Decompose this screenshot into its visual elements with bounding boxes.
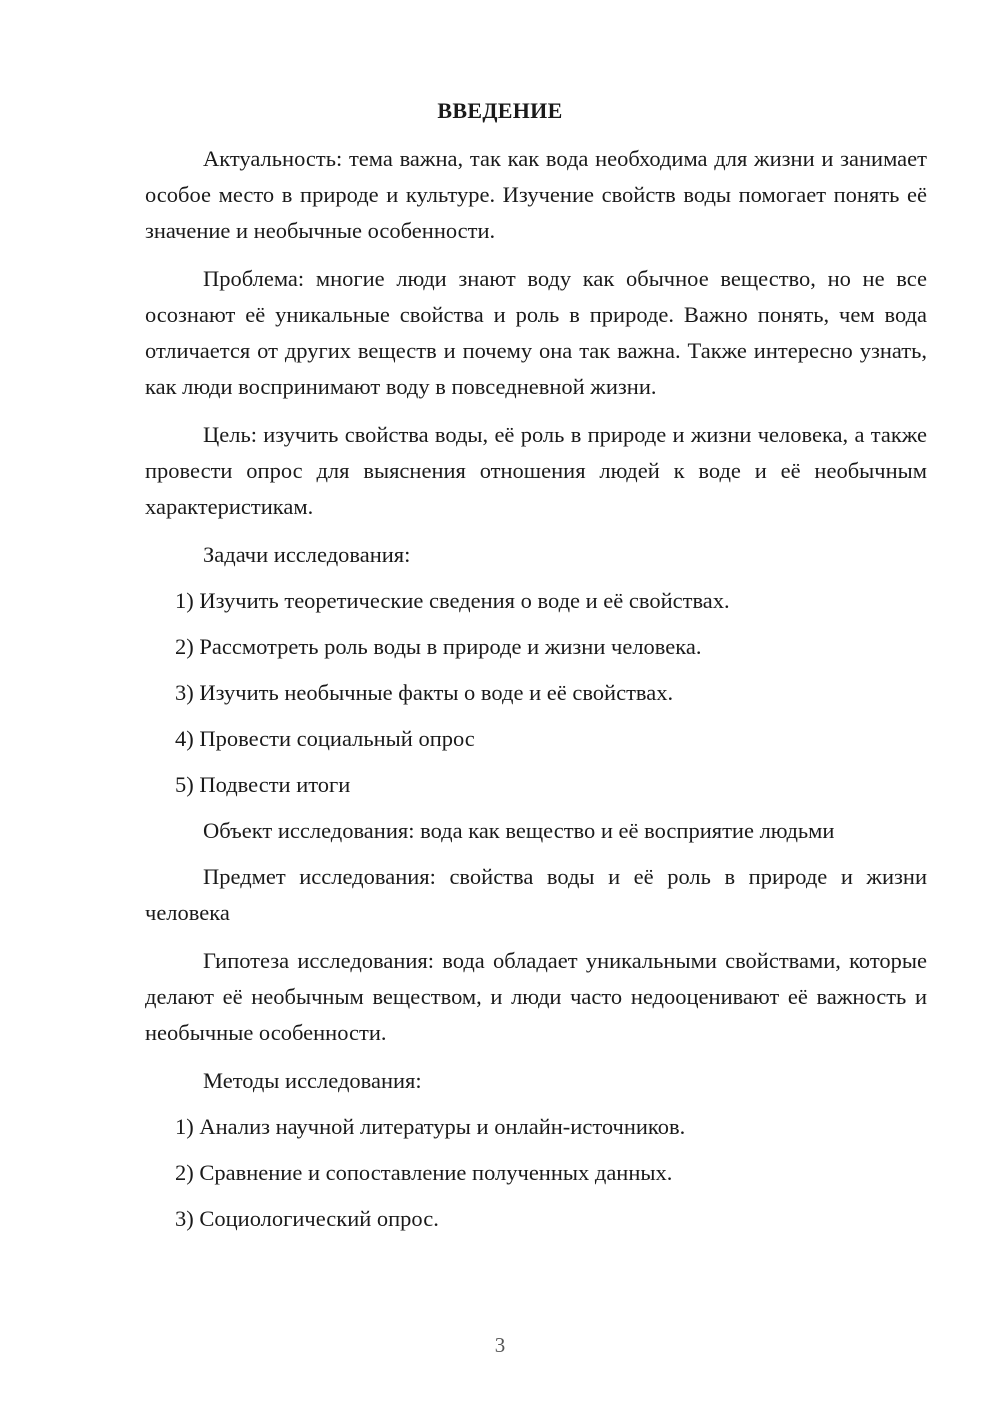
tasks-heading: Задачи исследования: [203,542,411,567]
method-item-2: 2) Сравнение и сопоставление полученных данных. [175,1160,673,1185]
paragraph-object: Объект исследования: вода как вещество и её восприятие людьми [203,818,835,843]
task-item-1: 1) Изучить теоретические сведения о воде и её свойствах. [175,588,730,613]
task-item-3: 3) Изучить необычные факты о воде и её свойствах. [175,680,674,705]
paragraph-subject: Предмет исследования: свойства воды и её роль в природе и жизни человека [145,864,927,925]
task-item-5: 5) Подвести итоги [175,772,351,797]
methods-heading: Методы исследования: [203,1068,422,1093]
method-item-1: 1) Анализ научной литературы и онлайн-источников. [175,1114,686,1139]
method-item-3: 3) Социологический опрос. [175,1206,439,1231]
paragraph-goal: Цель: изучить свойства воды, её роль в природе и жизни человека, а также провести опрос для выяснения отношения людей к воде и её необычным характеристикам. [145,422,927,519]
paragraph-relevance: Актуальность: тема важна, так как вода необходима для жизни и занимает особое место в природе и культуре. Изучение свойств воды помогает понять её значение и необычные особенности. [145,146,927,243]
paragraph-hypothesis: Гипотеза исследования: вода обладает уникальными свойствами, которые делают её необычным веществом, и люди часто недооценивают её важность и необычные особенности. [145,948,927,1045]
task-item-2: 2) Рассмотреть роль воды в природе и жизни человека. [175,634,702,659]
page-number: 3 [494,1333,506,1357]
task-item-4: 4) Провести социальный опрос [175,726,475,751]
paragraph-problem: Проблема: многие люди знают воду как обычное вещество, но не все осознают её уникальные свойства и роль в природе. Важно понять, чем вода отличается от других веществ и почему она так важна. Также интересно узнать, как люди воспринимают воду в повседневной жизни. [145,266,927,399]
page-title: ВВЕДЕНИЕ [437,98,563,123]
document-body [145,141,927,1237]
